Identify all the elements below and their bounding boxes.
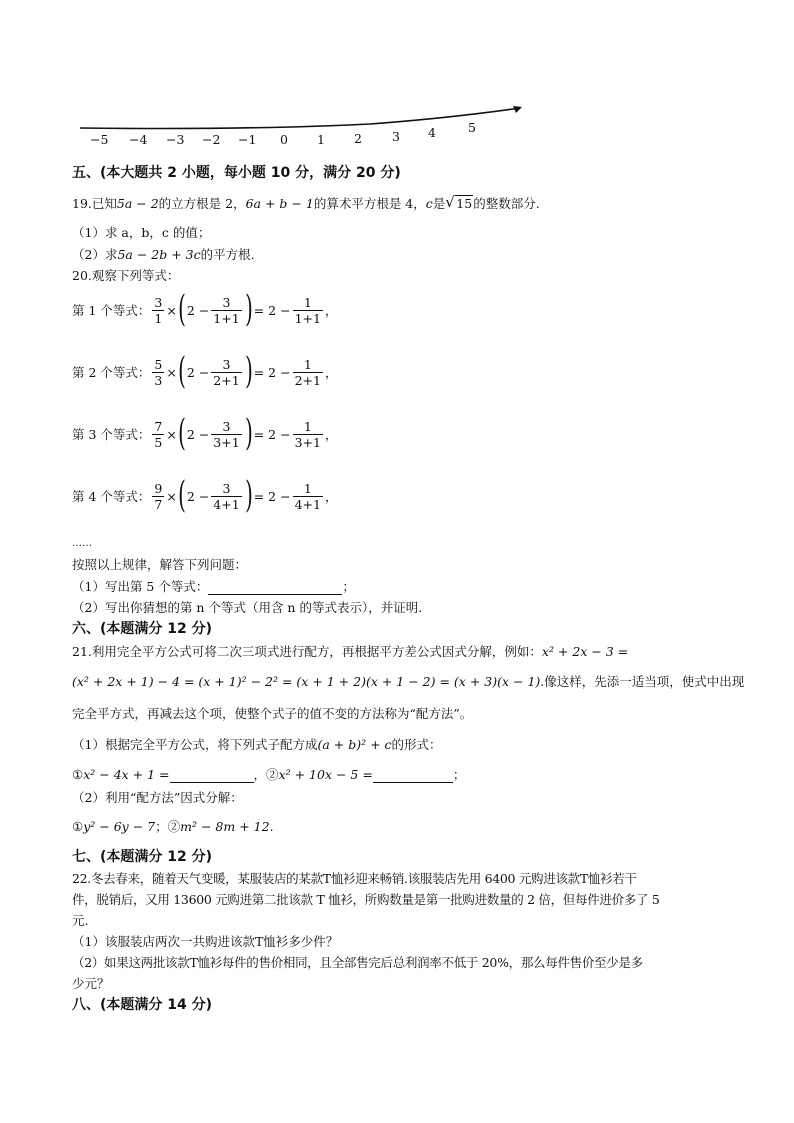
tick-label: 5 bbox=[468, 120, 476, 135]
tick-label: −1 bbox=[238, 132, 257, 147]
q21-part2: （2）利用“配方法”因式分解： bbox=[72, 790, 243, 805]
answer-blank bbox=[170, 768, 254, 783]
tick-label: 2 bbox=[354, 131, 362, 146]
q19-part2: （2）求5a − 2b + 3c的平方根. bbox=[72, 247, 255, 262]
answer-blank bbox=[373, 768, 453, 783]
tick-label: 0 bbox=[280, 132, 288, 147]
q20-instruction: 按照以上规律，解答下列问题： bbox=[72, 557, 248, 572]
q22-line1: 22.冬去春来，随着天气变暖，某服装店的某款T恤衫迎来畅销.该服装店先用 6400 元购进该款T恤衫若干 bbox=[72, 871, 637, 886]
q21-line3: 完全平方式，再减去这个项，使整个式子的值不变的方法称为“配方法”。 bbox=[72, 706, 473, 721]
tick-label: −3 bbox=[166, 132, 185, 147]
q22-part1: （1）该服装店两次一共购进该款T恤衫多少件？ bbox=[72, 934, 339, 949]
q20-equation-3: 第 3 个等式： $\frac{7}{5}$ × ( 2 − $\frac{3}{3+1}$ ) = 2 − $\frac{1}{3+1}$ ， bbox=[72, 413, 338, 454]
q19-stem: 19.已知5a − 2的立方根是 2，6a + b − 1的算术平方根是 4，c是 √ 15的整数部分. bbox=[72, 193, 540, 211]
section-6-heading: 六、(本题满分 12 分) bbox=[72, 621, 213, 637]
tick-label: −2 bbox=[202, 132, 221, 147]
q22-line2: 件，脱销后，又用 13600 元购进第二批该款 T 恤衫，所购数量是第一批购进数量的 2 倍，但每件进价多了 5 bbox=[72, 892, 660, 907]
q20-stem: 20.观察下列等式： bbox=[72, 268, 180, 283]
q20-equation-2: 第 2 个等式： $\frac{5}{3}$ × ( 2 − $\frac{3}{2+1}$ ) = 2 − $\frac{1}{2+1}$ ， bbox=[72, 351, 338, 392]
section-7-heading: 七、(本题满分 12 分) bbox=[72, 849, 213, 865]
q21-part2-items: ①y² − 6y − 7；②m² − 8m + 12. bbox=[72, 819, 274, 834]
q20-equation-1: 第 1 个等式： $\frac{3}{1}$ × ( 2 − $\frac{3}{1+1}$ ) = 2 − $\frac{1}{1+1}$ ， bbox=[72, 289, 338, 330]
q20-part2: （2）写出你猜想的第 n 个等式（用含 n 的等式表示），并证明. bbox=[72, 600, 423, 615]
tick-label: 3 bbox=[392, 129, 400, 144]
q21-line1: 21.利用完全平方公式可将二次三项式进行配方，再根据平方差公式因式分解，例如：x² + 2x − 3 = bbox=[72, 644, 629, 659]
q21-part1: （1）根据完全平方公式，将下列式子配方成(a + b)² + c的形式： bbox=[72, 737, 442, 752]
q20-part1: （1）写出第 5 个等式： ； bbox=[72, 579, 355, 594]
q19-part1: （1）求 a，b，c 的值； bbox=[72, 225, 211, 240]
q22-part2-line1: （2）如果这两批该款T恤衫每件的售价相同，且全部售完后总利润率不低于 20%，那么每件售价至少是多 bbox=[72, 955, 643, 970]
q20-equation-4: 第 4 个等式： $\frac{9}{7}$ × ( 2 − $\frac{3}{4+1}$ ) = 2 − $\frac{1}{4+1}$ ， bbox=[72, 475, 338, 516]
q22-line3: 元. bbox=[72, 913, 89, 928]
answer-blank bbox=[208, 580, 342, 595]
section-8-heading: 八、(本题满分 14 分) bbox=[72, 997, 213, 1013]
tick-label: 4 bbox=[428, 125, 436, 140]
number-line bbox=[70, 104, 540, 148]
q21-part1-subs: ①x² − 4x + 1 = ，②x² + 10x − 5 = ； bbox=[72, 767, 466, 782]
q20-ellipsis: …… bbox=[72, 538, 92, 549]
q22-part2-line2: 少元？ bbox=[72, 976, 110, 991]
tick-label: −4 bbox=[129, 132, 148, 147]
section-5-heading: 五、(本大题共 2 小题，每小题 10 分，满分 20 分) bbox=[72, 165, 401, 181]
tick-label: 1 bbox=[317, 132, 325, 147]
q21-line2: (x² + 2x + 1) − 4 = (x + 1)² − 2² = (x + 1 + 2)(x + 1 − 2) = (x + 3)(x − 1).像这样，先添一适当项，使式中出现 bbox=[72, 674, 745, 689]
tick-label: −5 bbox=[90, 132, 109, 147]
number-line-curve bbox=[80, 108, 520, 129]
sqrt-symbol: √ 15 bbox=[445, 193, 473, 211]
